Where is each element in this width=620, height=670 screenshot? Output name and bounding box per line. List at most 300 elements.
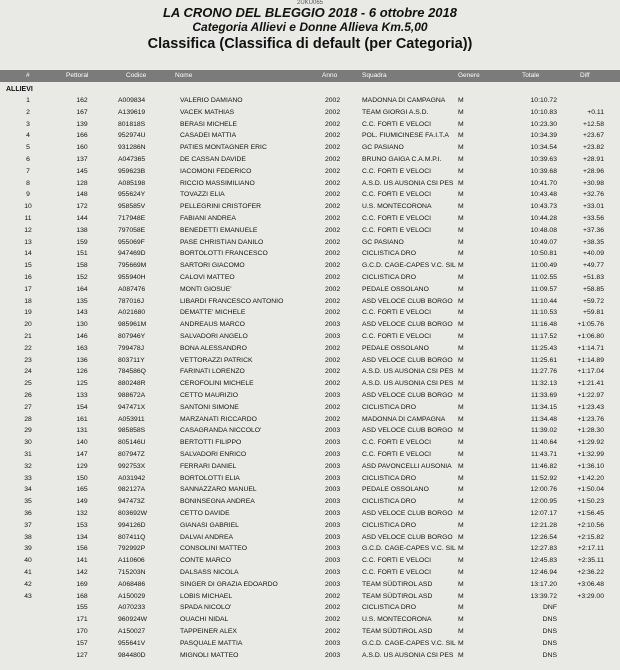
cell-code: A068486 — [118, 580, 146, 588]
cell-gender: M — [458, 451, 464, 458]
cell-code: 952974U — [118, 132, 146, 140]
cell-bib: 170 — [76, 628, 88, 635]
cell-pos: 6 — [26, 156, 30, 163]
cell-code: 960924W — [118, 616, 148, 624]
cell-bib: 141 — [76, 557, 88, 565]
cell-bib: 148 — [76, 191, 88, 199]
cell-total: 11:46.82 — [531, 462, 557, 470]
cell-total: 11:25.61 — [531, 356, 557, 364]
cell-year: 2002 — [325, 132, 341, 140]
cell-name: CETTO DAVIDE — [180, 510, 230, 517]
cell-code: A009834 — [118, 97, 146, 104]
cell-gender: M — [458, 144, 464, 152]
cell-team: C.C. FORTI E VELOCI — [362, 333, 431, 340]
col-team: Squadra — [362, 72, 387, 79]
cell-total: 12:00.95 — [530, 498, 557, 506]
cell-pos: 35 — [24, 498, 32, 506]
cell-bib: 152 — [76, 274, 88, 281]
cell-bib: 160 — [76, 144, 88, 152]
cell-year: 2003 — [325, 510, 341, 517]
cell-pos: 36 — [24, 510, 32, 517]
cell-year: 2002 — [325, 203, 341, 211]
cell-gender: M — [458, 521, 464, 529]
cell-gender: M — [458, 439, 464, 447]
cell-diff: +51.83 — [583, 274, 604, 281]
cell-gender: M — [458, 215, 464, 222]
table-row — [0, 367, 620, 378]
cell-diff: +2:35.11 — [577, 557, 604, 565]
cell-pos: 29 — [24, 427, 32, 435]
cell-name: CONTE MARCO — [180, 557, 231, 565]
col-diff: Diff — [580, 72, 590, 79]
cell-gender: M — [458, 580, 464, 588]
cell-pos: 13 — [24, 238, 32, 246]
cell-gender: M — [458, 427, 464, 435]
cell-team: C.C. FORTI E VELOCI — [362, 309, 431, 317]
cell-code: 992753X — [118, 462, 146, 470]
cell-bib: 162 — [76, 97, 88, 104]
col-code: Codice — [126, 72, 147, 79]
cell-year: 2003 — [325, 557, 341, 565]
cell-code: A150027 — [118, 628, 146, 635]
cell-bib: 128 — [76, 179, 88, 187]
cell-total: 11:52.92 — [531, 474, 557, 482]
cell-pos: 40 — [24, 557, 32, 565]
cell-year: 2003 — [325, 580, 341, 588]
cell-pos: 5 — [26, 144, 30, 152]
cell-bib: 127 — [76, 651, 88, 659]
table-row — [0, 426, 620, 437]
cell-name: TAPPEINER ALEX — [180, 628, 237, 635]
table-row — [0, 108, 620, 119]
cell-total: 10:39.68 — [530, 167, 557, 175]
cell-year: 2002 — [325, 344, 341, 352]
cell-name: CONSOLINI MATTEO — [180, 545, 248, 553]
table-row — [0, 155, 620, 166]
cell-name: BERTOTTI FILIPPO — [180, 439, 242, 447]
table-row — [0, 226, 620, 237]
cell-diff: +1:14.89 — [577, 356, 604, 364]
table-row — [0, 332, 620, 343]
cell-code: A047365 — [118, 156, 146, 163]
cell-name: DALSASS NICOLA — [180, 569, 239, 576]
cell-name: BORTOLOTTI FRANCESCO — [180, 250, 268, 258]
cell-bib: 129 — [76, 462, 88, 470]
cell-code: 982127A — [118, 486, 146, 494]
cell-team: C.C. FORTI E VELOCI — [362, 569, 431, 576]
cell-team: ASD VELOCE CLUB BORGO — [362, 321, 453, 329]
cell-pos: 19 — [24, 309, 32, 317]
cell-total: 12:45.83 — [530, 557, 557, 565]
cell-bib: 149 — [76, 498, 88, 506]
cell-total: DNS — [542, 628, 557, 635]
cell-team: TEAM SÜDTIROL ASD — [362, 628, 433, 635]
cell-team: TEAM SÜDTIROL ASD — [362, 580, 433, 588]
cell-bib: 147 — [76, 451, 88, 458]
cell-diff: +23.67 — [583, 132, 604, 140]
event-title: LA CRONO DEL BLEGGIO 2018 - 6 ottobre 2018 — [162, 5, 457, 20]
table-row — [0, 238, 620, 249]
cell-diff: +1:22.97 — [577, 392, 604, 399]
table-row — [0, 544, 620, 555]
cell-code: 955069F — [118, 238, 145, 246]
table-row — [0, 143, 620, 154]
cell-gender: M — [458, 510, 464, 517]
cell-diff: +1:42.20 — [577, 474, 604, 482]
cell-code: 985961M — [118, 321, 147, 329]
cell-team: CICLISTICA DRO — [362, 604, 417, 612]
cell-total: 11:43.71 — [531, 451, 557, 458]
cell-code: 955624Y — [118, 191, 146, 199]
cell-total: DNS — [542, 651, 557, 659]
cell-pos: 21 — [24, 333, 32, 340]
cell-pos: 10 — [24, 203, 32, 211]
cell-code: A085198 — [118, 179, 146, 187]
cell-team: A.S.D. US AUSONIA CSI PES — [362, 368, 454, 376]
col-year: Anno — [322, 72, 338, 79]
table-row — [0, 592, 620, 603]
cell-team: PEDALE OSSOLANO — [362, 486, 429, 494]
cell-diff: +33.01 — [583, 203, 604, 211]
cell-pos: 26 — [24, 392, 32, 399]
cell-diff: +28.96 — [583, 167, 604, 175]
cell-name: GIANASI GABRIEL — [180, 521, 239, 529]
cell-gender: M — [458, 274, 464, 281]
cell-total: 11:10.53 — [531, 309, 557, 317]
cell-year: 2002 — [325, 356, 341, 364]
table-row — [0, 627, 620, 638]
cell-code: 801818S — [118, 120, 146, 128]
cell-bib: 169 — [76, 580, 88, 588]
cell-team: GC PASIANO — [362, 144, 404, 152]
cell-name: PASQUALE MATTIA — [180, 639, 243, 647]
cell-team: CICLISTICA DRO — [362, 521, 417, 529]
cell-name: CASAGRANDA NICCOLO' — [180, 427, 262, 435]
cell-code: 787016J — [118, 297, 145, 305]
cell-pos: 16 — [24, 274, 32, 281]
cell-name: BONINSEGNA ANDREA — [180, 498, 255, 506]
cell-name: CASADEI MATTIA — [180, 132, 237, 140]
cell-year: 2002 — [325, 226, 341, 234]
cell-diff: +37.36 — [583, 226, 604, 234]
cell-team: MADONNA DI CAMPAGNA — [362, 415, 446, 423]
cell-year: 2002 — [325, 368, 341, 376]
cell-team: U.S. MONTECORONA — [362, 203, 432, 211]
cell-code: A110606 — [118, 557, 145, 565]
cell-code: 803711Y — [118, 356, 145, 364]
cell-name: ANDREAUS MARCO — [180, 321, 245, 329]
cell-gender: M — [458, 238, 464, 246]
cell-bib: 136 — [76, 356, 88, 364]
cell-name: FABIANI ANDREA — [180, 215, 236, 222]
cell-year: 2002 — [325, 179, 341, 187]
cell-total: 11:09.57 — [531, 285, 557, 293]
cell-name: BENEDETTI EMANUELE — [180, 226, 258, 234]
cell-team: PEDALE OSSOLANO — [362, 285, 429, 293]
cell-team: PEDALE OSSOLANO — [362, 344, 429, 352]
table-row — [0, 556, 620, 567]
column-header-row — [0, 70, 620, 82]
cell-team: C.C. FORTI E VELOCI — [362, 439, 431, 447]
cell-code: 931286N — [118, 144, 146, 152]
cell-team: ASD VELOCE CLUB BORGO — [362, 392, 453, 399]
table-row — [0, 462, 620, 473]
cell-bib: 139 — [76, 120, 88, 128]
cell-code: A070233 — [118, 604, 146, 612]
cell-total: 10:48.08 — [530, 226, 557, 234]
cell-total: 12:26.54 — [530, 533, 557, 541]
cell-pos: 34 — [24, 486, 32, 494]
cell-total: 11:39.02 — [531, 427, 557, 435]
cell-year: 2002 — [325, 108, 341, 116]
cell-gender: M — [458, 533, 464, 541]
cell-year: 2002 — [325, 191, 341, 199]
cell-name: DEMATTE' MICHELE — [180, 309, 246, 317]
cell-pos: 14 — [24, 250, 32, 258]
cell-total: 11:25.43 — [531, 344, 557, 352]
cell-pos: 33 — [24, 474, 32, 482]
cell-diff: +32.76 — [583, 191, 604, 199]
cell-diff: +49.77 — [583, 262, 604, 270]
cell-team: G.C.D. CAGE-CAPES V.C. SIL — [362, 545, 456, 553]
cell-pos: 18 — [24, 297, 32, 305]
table-row — [0, 273, 620, 284]
cell-total: DNS — [542, 639, 557, 647]
cell-code: A021680 — [118, 309, 146, 317]
cell-diff: +1:06.80 — [577, 333, 604, 340]
cell-pos: 43 — [24, 592, 32, 600]
table-row — [0, 438, 620, 449]
cell-pos: 11 — [24, 215, 32, 222]
cell-gender: M — [458, 380, 464, 388]
cell-diff: +38.35 — [583, 238, 604, 246]
cell-name: BONA ALESSANDRO — [180, 344, 247, 352]
cell-diff: +28.91 — [583, 156, 604, 163]
cell-bib: 161 — [76, 415, 88, 423]
cell-name: VALERIO DAMIANO — [180, 97, 243, 104]
cell-total: 10:41.70 — [530, 179, 557, 187]
cell-pos: 41 — [24, 569, 32, 576]
cell-bib: 140 — [76, 439, 88, 447]
table-row — [0, 344, 620, 355]
cell-diff: +1:14.71 — [577, 344, 604, 352]
cell-bib: 167 — [76, 108, 88, 116]
cell-team: U.S. MONTECORONA — [362, 616, 432, 624]
cell-total: 11:10.44 — [531, 297, 557, 305]
cell-diff: +2:36.22 — [577, 569, 604, 576]
cell-total: 11:33.69 — [531, 392, 557, 399]
cell-code: 715203N — [118, 569, 146, 576]
cell-pos: 30 — [24, 439, 32, 447]
cell-pos: 1 — [26, 97, 30, 104]
cell-team: ASD PAVONCELLI AUSONIA — [362, 462, 452, 470]
cell-gender: M — [458, 592, 464, 600]
cell-bib: 137 — [76, 156, 88, 163]
cell-year: 2002 — [325, 156, 341, 163]
cell-code: 988672A — [118, 392, 146, 399]
cell-team: ASD VELOCE CLUB BORGO — [362, 510, 453, 517]
cell-name: SALVADORI ANGELO — [180, 333, 248, 340]
cell-bib: 164 — [76, 285, 88, 293]
cell-total: 13:39.72 — [530, 592, 557, 600]
cell-total: 12:21.28 — [530, 521, 557, 529]
cell-diff: +2:15.82 — [577, 533, 604, 541]
table-row — [0, 297, 620, 308]
cell-total: 10:10.83 — [530, 108, 557, 116]
cell-diff: +3:06.48 — [577, 580, 604, 588]
cell-code: 947471X — [118, 403, 146, 411]
cell-bib: 125 — [76, 380, 88, 388]
cell-year: 2003 — [325, 462, 341, 470]
cell-year: 2002 — [325, 415, 341, 423]
cell-code: 784586Q — [118, 368, 146, 376]
cell-gender: M — [458, 97, 464, 104]
cell-year: 2003 — [325, 533, 341, 541]
cell-name: SARTORI GIACOMO — [180, 262, 245, 270]
cell-pos: 9 — [26, 191, 30, 199]
col-total: Totale — [522, 72, 540, 79]
cell-gender: M — [458, 474, 464, 482]
cell-code: 985858S — [118, 427, 146, 435]
cell-gender: M — [458, 179, 464, 187]
cell-total: 10:49.07 — [530, 238, 557, 246]
category-label: ALLIEVI — [6, 86, 33, 93]
cell-diff: +59.72 — [583, 297, 604, 305]
cell-code: 994126D — [118, 521, 146, 529]
cell-year: 2002 — [325, 616, 341, 624]
cell-name: SANNAZZARO MANUEL — [180, 486, 257, 494]
cell-diff: +58.85 — [583, 285, 604, 293]
cell-year: 2002 — [325, 262, 341, 270]
cell-team: G.C.D. CAGE-CAPES V.C. SIL — [362, 639, 456, 647]
cell-team: C.C. FORTI E VELOCI — [362, 451, 431, 458]
table-row — [0, 639, 620, 650]
cell-diff: +30.98 — [583, 179, 604, 187]
cell-code: A087476 — [118, 285, 146, 293]
cell-year: 2002 — [325, 604, 341, 612]
cell-diff: +1:05.76 — [577, 321, 604, 329]
top-strip-text: 2UKU065 — [296, 0, 323, 6]
cell-bib: 126 — [76, 368, 88, 376]
cell-total: 11:34.15 — [531, 403, 557, 411]
cell-name: BERASI MICHELE — [180, 120, 238, 128]
cell-year: 2003 — [325, 321, 341, 329]
cell-bib: 145 — [76, 167, 88, 175]
table-row — [0, 533, 620, 544]
cell-bib: 155 — [76, 604, 88, 612]
cell-pos: 7 — [26, 167, 30, 175]
col-gender: Genere — [458, 72, 480, 79]
cell-gender: M — [458, 462, 464, 470]
cell-pos: 37 — [24, 521, 32, 529]
cell-name: SANTONI SIMONE — [180, 403, 239, 411]
cell-bib: 135 — [76, 297, 88, 305]
cell-gender: M — [458, 486, 464, 494]
cell-year: 2003 — [325, 569, 341, 576]
cell-total: 10:34.54 — [530, 144, 557, 152]
table-row — [0, 403, 620, 414]
cell-pos: 22 — [24, 344, 32, 352]
cell-total: 11:16.48 — [531, 321, 557, 329]
cell-code: 805146U — [118, 439, 146, 447]
table-row — [0, 509, 620, 520]
cell-name: MARZANATI RICCARDO — [180, 415, 257, 423]
cell-total: 10:39.63 — [530, 156, 557, 163]
cell-gender: M — [458, 344, 464, 352]
table-row — [0, 603, 620, 614]
cell-team: A.S.D. US AUSONIA CSI PES — [362, 179, 454, 187]
cell-name: SALVADORI ENRICO — [180, 451, 247, 458]
cell-code: 984480D — [118, 651, 146, 659]
cell-team: C.C. FORTI E VELOCI — [362, 191, 431, 199]
cell-gender: M — [458, 321, 464, 329]
cell-gender: M — [458, 392, 464, 399]
cell-pos: 38 — [24, 533, 32, 541]
cell-gender: M — [458, 191, 464, 199]
cell-name: MONTI GIOSUE' — [180, 285, 232, 293]
cell-total: DNF — [543, 604, 557, 612]
table-row — [0, 415, 620, 426]
cell-code: 792992P — [118, 545, 146, 553]
table-row — [0, 450, 620, 461]
cell-total: 10:34.39 — [530, 132, 557, 140]
cell-team: CICLISTICA DRO — [362, 274, 417, 281]
cell-bib: 142 — [76, 569, 88, 576]
table-row — [0, 249, 620, 260]
table-row — [0, 202, 620, 213]
cell-team: A.S.D. US AUSONIA CSI PES — [362, 651, 454, 659]
cell-bib: 130 — [76, 321, 88, 329]
cell-bib: 172 — [76, 203, 88, 211]
cell-pos: 39 — [24, 545, 32, 553]
cell-gender: M — [458, 167, 464, 175]
cell-bib: 144 — [76, 215, 88, 222]
cell-name: CETTO MAURIZIO — [180, 392, 239, 399]
cell-diff: +3:29.00 — [577, 592, 604, 600]
cell-bib: 163 — [76, 344, 88, 352]
cell-year: 2003 — [325, 333, 341, 340]
cell-team: BRUNO GAIGA C.A.M.P.I. — [362, 156, 442, 163]
cell-code: 958585V — [118, 203, 146, 211]
cell-year: 2002 — [325, 97, 341, 104]
cell-bib: 171 — [76, 616, 88, 624]
cell-name: CEROFOLINI MICHELE — [180, 380, 254, 388]
cell-gender: M — [458, 557, 464, 565]
cell-team: C.C. FORTI E VELOCI — [362, 120, 431, 128]
cell-code: 799478J — [118, 344, 145, 352]
cell-code: 795669M — [118, 262, 147, 270]
table-row — [0, 190, 620, 201]
cell-pos: 2 — [26, 108, 30, 116]
cell-gender: M — [458, 545, 464, 553]
cell-team: C.C. FORTI E VELOCI — [362, 557, 431, 565]
cell-total: 10:50.81 — [530, 250, 557, 258]
cell-pos: 8 — [26, 179, 30, 187]
cell-diff: +0.11 — [587, 108, 604, 116]
cell-diff: +59.81 — [583, 309, 604, 317]
cell-pos: 12 — [24, 226, 32, 234]
cell-pos: 31 — [24, 451, 32, 458]
cell-code: A150029 — [118, 592, 146, 600]
cell-diff: +1:50.04 — [577, 486, 604, 494]
cell-diff: +1:28.30 — [577, 427, 604, 435]
cell-gender: M — [458, 628, 464, 635]
cell-pos: 20 — [24, 321, 32, 329]
cell-diff: +2:10.56 — [577, 521, 604, 529]
cell-total: 10:10.72 — [530, 97, 557, 104]
cell-pos: 3 — [26, 120, 30, 128]
cell-diff: +1:21.41 — [577, 380, 604, 388]
